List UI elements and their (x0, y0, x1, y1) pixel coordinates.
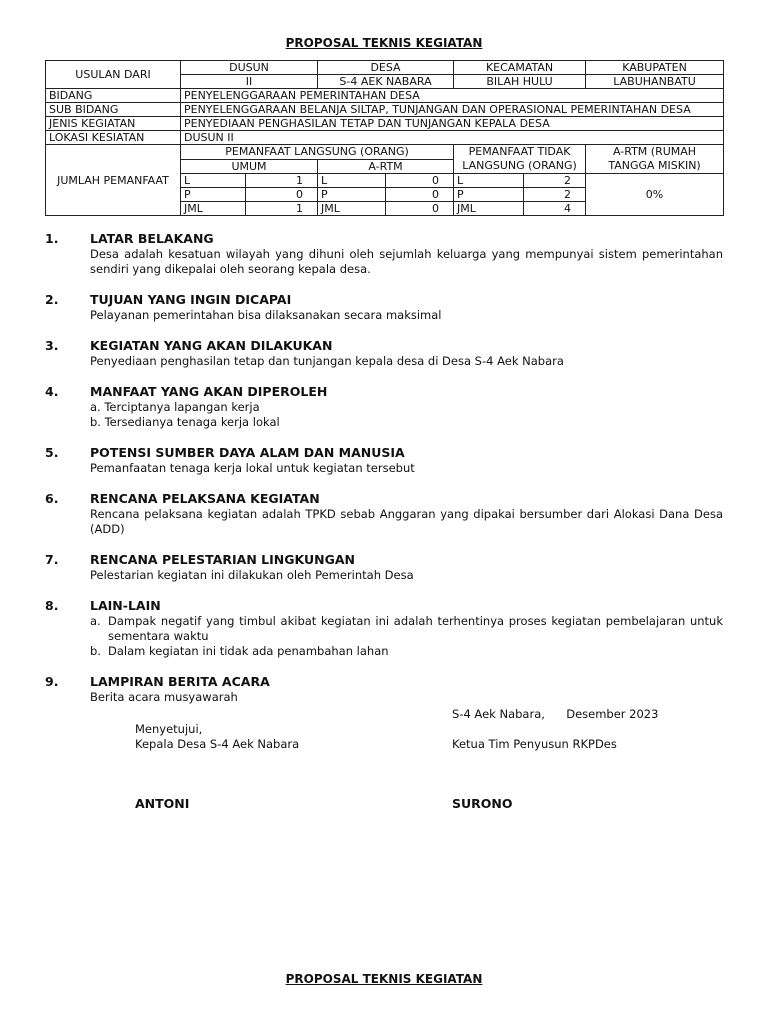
kecamatan-value: BILAH HULU (454, 75, 586, 89)
section-title: LATAR BELAKANG (90, 231, 214, 246)
section-manfaat (45, 384, 723, 430)
list-item: b. Dalam kegiatan ini tidak ada penambahan lahan (90, 644, 389, 658)
page-title: PROPOSAL TEKNIS KEGIATAN (285, 36, 483, 50)
section-number: 8. (45, 598, 59, 613)
section-title: POTENSI SUMBER DAYA ALAM DAN MANUSIA (90, 445, 405, 460)
left-signer-title: Kepala Desa S-4 Aek Nabara (135, 737, 300, 751)
desa-label: DESA (318, 61, 454, 75)
kabupaten-value: LABUHANBATU (586, 75, 724, 89)
table-row: JML 1 JML 0 JML 4 (46, 202, 724, 216)
pemanfaat-langsung-label: PEMANFAAT LANGSUNG (ORANG) (181, 145, 454, 160)
jenis-kegiatan-label: JENIS KEGIATAN (46, 117, 181, 131)
usulan-label: USULAN DARI (46, 61, 181, 89)
desa-value: S-4 AEK NABARA (318, 75, 454, 89)
section-text: Rencana pelaksana kegiatan adalah TPKD sebab Anggaran yang dipakai bersumber dari Alokasi Dana Desa (ADD) (90, 507, 723, 536)
table-row: L 1 L 0 L 2 0% (46, 174, 724, 188)
section-number: 1. (45, 231, 59, 246)
section-title: TUJUAN YANG INGIN DICAPAI (90, 292, 292, 307)
bidang-label: BIDANG (46, 89, 181, 103)
section-title: KEGIATAN YANG AKAN DILAKUKAN (90, 338, 333, 353)
sections (45, 231, 723, 720)
next-page-title: PROPOSAL TEKNIS KEGIATAN (285, 972, 483, 986)
dusun-label: DUSUN (181, 61, 318, 75)
list-item: b. Tersedianya tenaga kerja lokal (90, 415, 280, 429)
section-number: 6. (45, 491, 59, 506)
section-title: MANFAAT YANG AKAN DIPEROLEH (90, 384, 328, 399)
section-lampiran (45, 674, 723, 705)
section-tujuan (45, 292, 723, 323)
approve-label: Menyetujui, (135, 722, 203, 736)
section-text: Pemanfaatan tenaga kerja lokal untuk kegiatan tersebut (90, 461, 415, 475)
section-rencana-pelaksana (45, 491, 723, 537)
section-title: RENCANA PELAKSANA KEGIATAN (90, 491, 320, 506)
section-number: 2. (45, 292, 59, 307)
umum-label: UMUM (181, 159, 318, 174)
artm-percent: 0% (586, 174, 724, 216)
section-pelestarian (45, 552, 723, 583)
section-title: LAMPIRAN BERITA ACARA (90, 674, 270, 689)
signature-place-date (452, 707, 658, 722)
section-kegiatan (45, 338, 723, 369)
section-title: LAIN-LAIN (90, 598, 161, 613)
right-signer-title: Ketua Tim Penyusun RKPDes (452, 737, 617, 751)
dusun-value: II (181, 75, 318, 89)
lokasi-label: LOKASI KESIATAN (46, 131, 181, 145)
section-lain-lain (45, 598, 723, 659)
lokasi-value: DUSUN II (181, 131, 724, 145)
bidang-value: PENYELENGGARAAN PEMERINTAHAN DESA (181, 89, 724, 103)
jumlah-pemanfaat-label: JUMLAH PEMANFAAT (46, 145, 181, 216)
section-number: 9. (45, 674, 59, 689)
info-table (45, 60, 724, 216)
section-number: 7. (45, 552, 59, 567)
artm-label: A-RTM (318, 159, 454, 174)
right-signer-name: SURONO (452, 796, 513, 811)
artm-rumah-tangga-miskin-label: A-RTM (RUMAH TANGGA MISKIN) (586, 145, 724, 174)
sub-bidang-value: PENYELENGGARAAN BELANJA SILTAP, TUNJANGAN DAN OPERASIONAL PEMERINTAHAN DESA (181, 103, 724, 117)
section-text: Pelestarian kegiatan ini dilakukan oleh Pemerintah Desa (90, 568, 414, 582)
section-number: 4. (45, 384, 59, 399)
list-item: a. Terciptanya lapangan kerja (90, 400, 260, 414)
section-text: Berita acara musyawarah (90, 690, 238, 704)
section-text: Desa adalah kesatuan wilayah yang dihuni oleh sejumlah keluarga yang mempunyai sistem pemerintahan sendiri yang dikepalai oleh seorang kepala desa. (90, 247, 723, 276)
section-text: Pelayanan pemerintahan bisa dilaksanakan secara maksimal (90, 308, 442, 322)
pemanfaat-tidak-langsung-label: PEMANFAAT TIDAK LANGSUNG (ORANG) (454, 145, 586, 174)
section-number: 3. (45, 338, 59, 353)
section-potensi (45, 445, 723, 476)
kabupaten-label: KABUPATEN (586, 61, 724, 75)
section-title: RENCANA PELESTARIAN LINGKUNGAN (90, 552, 355, 567)
jenis-kegiatan-value: PENYEDIAAN PENGHASILAN TETAP DAN TUNJANGAN KEPALA DESA (181, 117, 724, 131)
kecamatan-label: KECAMATAN (454, 61, 586, 75)
section-text: Penyediaan penghasilan tetap dan tunjangan kepala desa di Desa S-4 Aek Nabara (90, 354, 564, 368)
signature-date: Desember 2023 (566, 707, 659, 721)
section-latar-belakang (45, 231, 723, 277)
table-row: P 0 P 0 P 2 (46, 188, 724, 202)
section-number: 5. (45, 445, 59, 460)
list-item: a. Dampak negatif yang timbul akibat kegiatan ini adalah terhentinya proses kegiatan pembelajaran untuk sementara waktu (90, 614, 723, 643)
left-signer-name: ANTONI (135, 796, 190, 811)
signature-place: S-4 Aek Nabara, (452, 707, 545, 721)
sub-bidang-label: SUB BIDANG (46, 103, 181, 117)
